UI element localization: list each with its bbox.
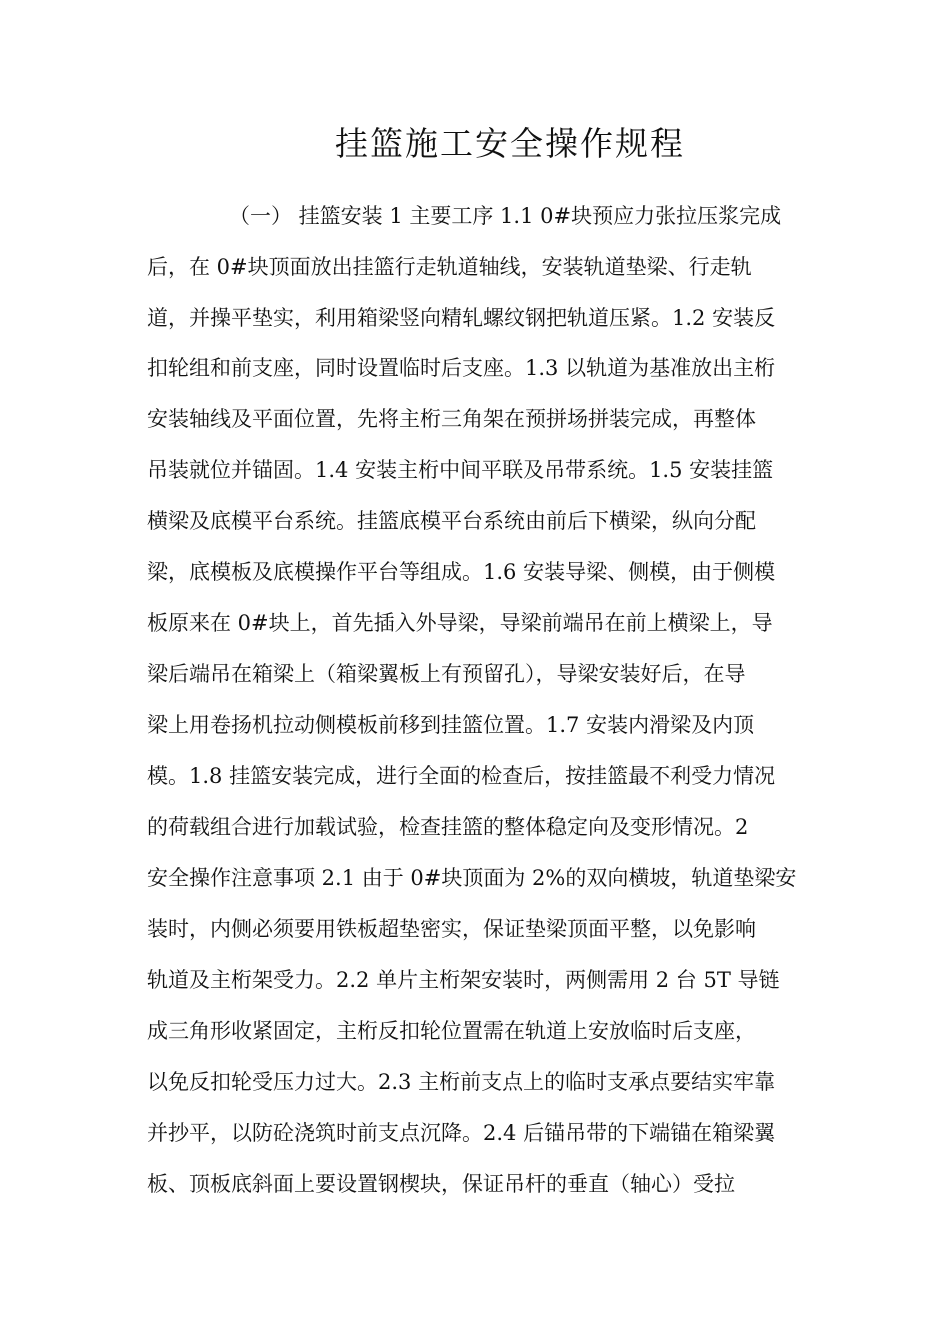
body-line: 扣轮组和前支座，同时设置临时后支座。1.3 以轨道为基准放出主桁 xyxy=(147,356,776,380)
body-line: 成三角形收紧固定，主桁反扣轮位置需在轨道上安放临时后支座， xyxy=(147,1019,756,1043)
body-line: 模。1.8 挂篮安装完成，进行全面的检查后，按挂篮最不利受力情况 xyxy=(147,764,776,788)
body-line: 以免反扣轮受压力过大。2.3 主桁前支点上的临时支承点要结实牢靠 xyxy=(147,1070,776,1094)
body-line: 后，在 0#块顶面放出挂篮行走轨道轴线，安装轨道垫梁、行走轨 xyxy=(147,255,752,279)
body-line: 轨道及主桁架受力。2.2 单片主桁架安装时，两侧需用 2 台 5T 导链 xyxy=(147,968,780,992)
body-line: 梁后端吊在箱梁上（箱梁翼板上有预留孔），导梁安装好后，在导 xyxy=(147,662,746,686)
document-title: 挂篮施工安全操作规程 xyxy=(335,124,685,163)
body-line: 板原来在 0#块上，首先插入外导梁，导梁前端吊在前上横梁上，导 xyxy=(147,611,773,635)
body-line: 安装轴线及平面位置，先将主桁三角架在预拼场拼装完成，再整体 xyxy=(147,407,756,431)
body-line: 梁上用卷扬机拉动侧模板前移到挂篮位置。1.7 安装内滑梁及内顶 xyxy=(147,713,755,737)
body-line: 横梁及底模平台系统。挂篮底模平台系统由前后下横梁，纵向分配 xyxy=(147,509,756,533)
body-line: 的荷载组合进行加载试验，检查挂篮的整体稳定向及变形情况。2 xyxy=(147,815,749,839)
body-line: 并抄平，以防砼浇筑时前支点沉降。2.4 后锚吊带的下端锚在箱梁翼 xyxy=(147,1121,776,1145)
body-line: 道，并操平垫实，利用箱梁竖向精轧螺纹钢把轨道压紧。1.2 安装反 xyxy=(147,306,776,330)
body-line: 梁，底模板及底模操作平台等组成。1.6 安装导梁、侧模，由于侧模 xyxy=(147,560,776,584)
body-line: （一） 挂篮安装 1 主要工序 1.1 0#块预应力张拉压浆完成 xyxy=(229,204,782,228)
body-line: 板、顶板底斜面上要设置钢楔块，保证吊杆的垂直（轴心）受拉 xyxy=(147,1172,735,1196)
body-line: 装时，内侧必须要用铁板超垫密实，保证垫梁顶面平整，以免影响 xyxy=(147,917,756,941)
body-line: 吊装就位并锚固。1.4 安装主桁中间平联及吊带系统。1.5 安装挂篮 xyxy=(147,458,774,482)
body-line: 安全操作注意事项 2.1 由于 0#块顶面为 2%的双向横坡，轨道垫梁安 xyxy=(147,866,797,890)
